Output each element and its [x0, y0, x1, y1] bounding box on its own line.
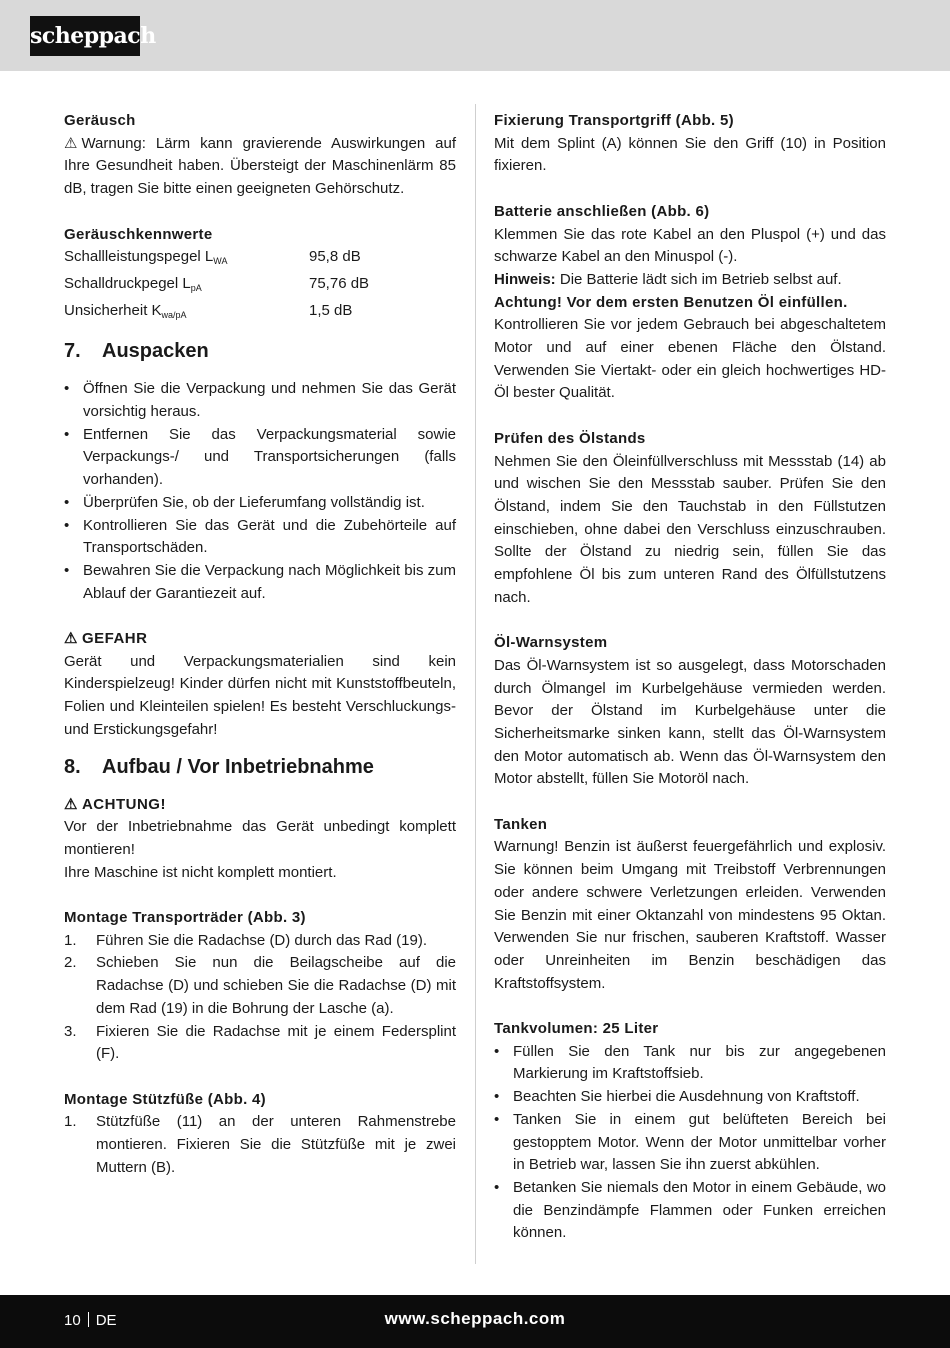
- list-item: • Beachten Sie hierbei die Ausdehnung von Kraftstoff.: [494, 1086, 886, 1109]
- feet-steps: [64, 1111, 456, 1179]
- left-column: [64, 110, 456, 1179]
- oil-check-heading: Prüfen des Ölstands: [494, 429, 646, 447]
- spec-subscript: wa/pA: [161, 309, 187, 320]
- list-item: • Bewahren Sie die Verpackung nach Möglichkeit bis zum Ablauf der Garantiezeit auf.: [64, 560, 456, 605]
- noise-warning-text: Warnung: Lärm kann gravierende Auswirkungen auf Ihre Gesundheit haben. Übersteigt der Maschinenlärm 85 dB, tragen Sie bitte einen geeigneten Gehörschutz.: [64, 134, 456, 198]
- list-item: • Überprüfen Sie, ob der Lieferumfang vollständig ist.: [64, 492, 456, 515]
- tank-heading: Tankvolumen: 25 Liter: [494, 1020, 659, 1038]
- column-divider: [475, 104, 476, 1264]
- oil-warning: Achtung! Vor dem ersten Benutzen Öl einfüllen.: [494, 293, 848, 311]
- spec-label: Unsicherheit K: [64, 301, 162, 319]
- oil-warn-system-text: Das Öl-Warnsystem ist so ausgelegt, dass Motorschaden durch Ölmangel im Kurbelgehäuse vermieden werden. Bevor der Ölstand im Kurbelgehäuse unter die Sicherheitsmarke sinken kann, stellt das Öl-Warnsystem den Motor automatisch ab. Wenn das Öl-Warnsystem den Motor abstellt, füllen Sie Motoröl nach.: [494, 656, 886, 788]
- list-item: 3. Fixieren Sie die Radachse mit je einem Federsplint (F).: [64, 1022, 456, 1063]
- spec-row: [64, 246, 456, 273]
- section-heading: [64, 336, 456, 366]
- danger-title: GEFAHR: [81, 630, 148, 648]
- spec-subscript: pA: [190, 282, 202, 293]
- list-item: • Öffnen Sie die Verpackung und nehmen Sie das Gerät vorsichtig heraus.: [64, 378, 456, 423]
- section-number: 7.: [64, 340, 81, 363]
- section-title: Auspacken: [102, 340, 209, 363]
- oil-check-text: Nehmen Sie den Öleinfüllverschluss mit Messstab (14) ab und wischen Sie den Messstab sauber. Prüfen Sie den Ölstand, indem Sie den Tauchstab in den Füllstutzen einschieben, ohne dabei den Verschluss einzuschrauben. Sollte der Ölstand zu niedrig sein, füllen Sie das empfohlene Öl bis zum unteren Rand des Ölfüllstutzens nach.: [494, 452, 886, 606]
- warning-triangle-icon: ⚠: [64, 630, 78, 648]
- hint-label: Hinweis:: [494, 270, 556, 288]
- attention-title: ACHTUNG!: [81, 795, 166, 813]
- page-number: 10 DE: [64, 1312, 117, 1329]
- list-item: • Kontrollieren Sie das Gerät und die Zubehörteile auf Transportschäden.: [64, 515, 456, 560]
- tank-list: [494, 1041, 886, 1245]
- unpack-list: [64, 378, 456, 605]
- list-item: 2. Schieben Sie nun die Beilagscheibe auf die Radachse (D) und schieben Sie die Radachse (D) mit dem Rad (19) in die Bohrung der Lasche (a).: [64, 954, 456, 1017]
- list-item: • Entfernen Sie das Verpackungsmaterial sowie Verpackungs-/ und Transportsicherungen (falls vorhanden).: [64, 424, 456, 492]
- page-footer: [0, 1295, 950, 1348]
- spec-value: 75,76 dB: [309, 274, 370, 292]
- battery-hint: [494, 269, 886, 292]
- attention-text: Vor der Inbetriebnahme das Gerät unbedingt komplett montieren!: [64, 818, 456, 858]
- spec-subscript: WA: [213, 256, 228, 267]
- website-link[interactable]: www.scheppach.com: [384, 1309, 566, 1328]
- list-item: • Betanken Sie niemals den Motor in einem Gebäude, wo die Benzindämpfe Flammen oder Funken erreichen können.: [494, 1177, 886, 1245]
- spec-row: [64, 300, 456, 327]
- attention-text: Ihre Maschine ist nicht komplett montiert.: [64, 863, 337, 881]
- list-item: • Tanken Sie in einem gut belüfteten Bereich bei gestopptem Motor. Wenn der Motor unmittelbar vorher in Betrieb war, lassen Sie ihn zuerst abkühlen.: [494, 1109, 886, 1177]
- warning-triangle-icon: ⚠: [64, 134, 78, 152]
- page-header: [0, 0, 950, 71]
- hint-text: Die Batterie lädt sich im Betrieb selbst auf.: [555, 270, 842, 288]
- oil-warn-system-heading: Öl-Warnsystem: [494, 634, 608, 652]
- spec-label: Schallleistungspegel L: [64, 248, 214, 266]
- fuel-text: Warnung! Benzin ist äußerst feuergefährlich und explosiv. Sie können beim Umgang mit Treibstoff Verbrennungen oder andere schwere Verletzungen erleiden. Verwenden Sie Benzin mit einer Oktanzahl von mindestens 95 Oktan. Verwenden Sie nur frischen, sauberen Kraftstoff. Wasser oder Unreinheiten im Benzin beschädigen das Kraftstoffsystem.: [494, 838, 886, 992]
- warning-triangle-icon: ⚠: [64, 795, 78, 813]
- handle-text: Mit dem Splint (A) können Sie den Griff (10) in Position fixieren.: [494, 134, 886, 175]
- language-code: DE: [95, 1312, 117, 1329]
- spec-value: 1,5 dB: [309, 301, 353, 319]
- handle-heading: Fixierung Transportgriff (Abb. 5): [494, 112, 734, 129]
- attention-heading: [64, 794, 456, 817]
- section-heading: [64, 752, 456, 782]
- fuel-heading: Tanken: [494, 815, 548, 833]
- feet-heading: Montage Stützfüße (Abb. 4): [64, 1090, 266, 1108]
- section-number: 8.: [64, 755, 81, 778]
- wheels-heading: Montage Transporträder (Abb. 3): [64, 909, 306, 927]
- danger-text: Gerät und Verpackungsmaterialien sind kein Kinderspielzeug! Kinder dürfen nicht mit Kunststoffbeuteln, Folien und Kleinteilen spielen! Es besteht Verschluckungs- und Erstickungsgefahr!: [64, 652, 456, 738]
- battery-text: Klemmen Sie das rote Kabel an den Pluspol (+) und das schwarze Kabel an den Minuspol (-).: [494, 225, 886, 266]
- list-item: 1. Führen Sie die Radachse (D) durch das Rad (19).: [64, 931, 427, 949]
- list-item: • Füllen Sie den Tank nur bis zur angegebenen Markierung im Kraftstoffsieb.: [494, 1041, 886, 1086]
- danger-heading: [64, 628, 456, 651]
- spec-row: [64, 273, 456, 300]
- right-column: [494, 110, 886, 1245]
- wheels-steps: [64, 930, 456, 1066]
- list-item: 1. Stützfüße (11) an der unteren Rahmenstrebe montieren. Fixieren Sie die Stützfüße mit je zwei Muttern (B).: [64, 1113, 456, 1176]
- noise-values-heading: Geräuschkennwerte: [64, 225, 213, 243]
- spec-value: 95,8 dB: [309, 248, 361, 266]
- spec-label: Schalldruckpegel L: [64, 274, 191, 292]
- noise-heading: Geräusch: [64, 112, 136, 129]
- brand-logo: scheppach: [30, 16, 140, 56]
- battery-heading: Batterie anschließen (Abb. 6): [494, 202, 710, 220]
- noise-warning: [64, 133, 456, 201]
- oil-text: Kontrollieren Sie vor jedem Gebrauch bei abgeschaltetem Motor und auf einer ebenen Fläche den Ölstand. Verwenden Sie Viertakt- oder ein gleich hochwertiges HD-Öl bester Qualität.: [494, 316, 886, 402]
- section-title: Aufbau / Vor Inbetriebnahme: [102, 755, 374, 778]
